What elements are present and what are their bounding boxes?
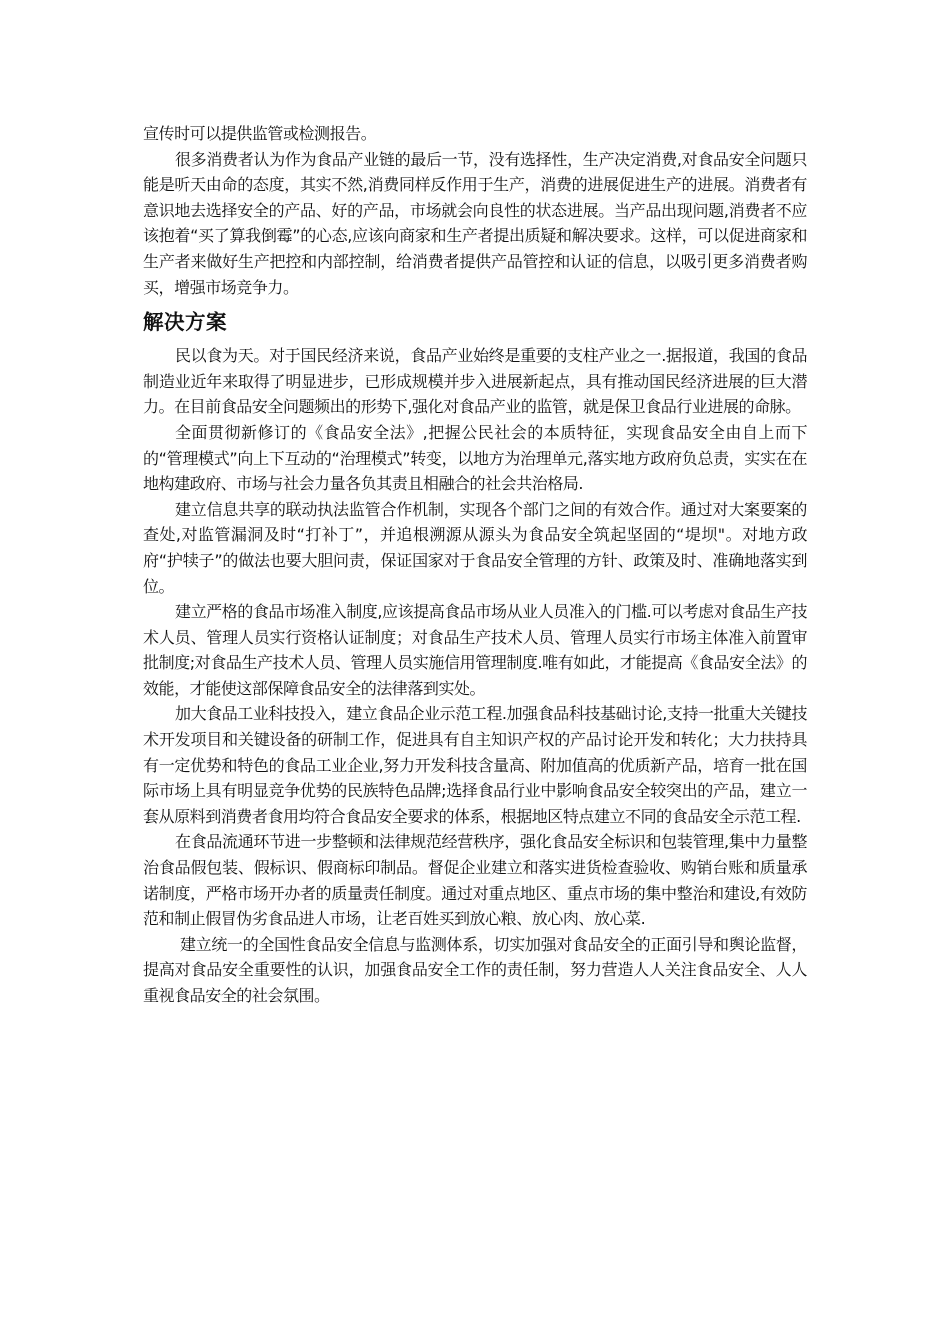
section-heading: 解决方案 <box>143 310 227 335</box>
paragraph-consumer-role: 很多消费者认为作为食品产业链的最后一节，没有选择性，生产决定消费,对食品安全问题只能是听天由命的态度，其实不然,消费同样反作用于生产，消费的进展促进生产的进展。消费者有意识地去选择安全的产品、好的产品，市场就会向良性的状态进展。当产品出现问题,消费者不应该抱着“买了算我倒霉”的心态,应该向商家和生产者提出质疑和解决要求。这样，可以促进商家和生产者来做好生产把控和内部控制，给消费者提供产品管控和认证的信息，以吸引更多消费者购买，增强市场竞争力。 <box>143 149 807 297</box>
paragraph-food-safety-law: 全面贯彻新修订的《食品安全法》,把握公民社会的本质特征，实现食品安全由自上而下的“管理模式”向上下互动的“治理模式”转变，以地方为治理单元,落实地方政府负总责，实实在在地构建政府、市场与社会力量各负其责且相融合的社会共治格局. <box>143 422 807 494</box>
paragraph-continuation: 宣传时可以提供监管或检测报告。 <box>143 124 377 143</box>
paragraph-circulation-regulation: 在食品流通环节进一步整顿和法律规范经营秩序，强化食品安全标识和包装管理,集中力量整治食品假包装、假标识、假商标印制品。督促企业建立和落实进货检查验收、购销台账和质量承诺制度，严格市场开办者的质量责任制度。通过对重点地区、重点市场的集中整治和建设,有效防范和制止假冒伪劣食品进人市场，让老百姓买到放心粮、放心肉、放心菜. <box>143 832 807 929</box>
paragraph-technology-investment: 加大食品工业科技投入，建立食品企业示范工程.加强食品科技基础讨论,支持一批重大关键技术开发项目和关键设备的研制工作，促进具有自主知识产权的产品讨论开发和转化；大力扶持具有一定优势和特色的食品工业企业,努力开发科技含量高、附加值高的优质新产品，培育一批在国际市场上具有明显竞争优势的民族特色品牌;选择食品行业中影响食品安全较突出的产品，建立一套从原料到消费者食用均符合食品安全要求的体系，根据地区特点建立不同的食品安全示范工程. <box>143 704 807 826</box>
paragraph-market-access: 建立严格的食品市场准入制度,应该提高食品市场从业人员准入的门槛.可以考虑对食品生产技术人员、管理人员实行资格认证制度；对食品生产技术人员、管理人员实行市场主体准入前置审批制度;对食品生产技术人员、管理人员实施信用管理制度.唯有如此，才能提高《食品安全法》的效能，才能使这部保障食品安全的法律落到实处。 <box>143 602 807 698</box>
paragraph-monitoring-system: 建立统一的全国性食品安全信息与监测体系，切实加强对食品安全的正面引导和舆论监督，提高对食品安全重要性的认识，加强食品安全工作的责任制，努力营造人人关注食品安全、人人重视食品安全的社会氛围。 <box>143 934 807 1005</box>
paragraph-joint-enforcement: 建立信息共享的联动执法监管合作机制，实现各个部门之间的有效合作。通过对大案要案的查处,对监管漏洞及时“打补丁”，并追根溯源从源头为食品安全筑起坚固的“堤坝"。对地方政府“护犊子”的做法也要大胆问责，保证国家对于食品安全管理的方针、政策及时、准确地落实到位。 <box>143 499 807 596</box>
paragraph-food-industry: 民以食为天。对于国民经济来说，食品产业始终是重要的支柱产业之一.据报道，我国的食品制造业近年来取得了明显进步，已形成规模并步入进展新起点，具有推动国民经济进展的巨大潜力。在目前食品安全问题频出的形势下,强化对食品产业的监管，就是保卫食品行业进展的命脉。 <box>143 346 807 417</box>
document-page <box>143 121 807 1009</box>
